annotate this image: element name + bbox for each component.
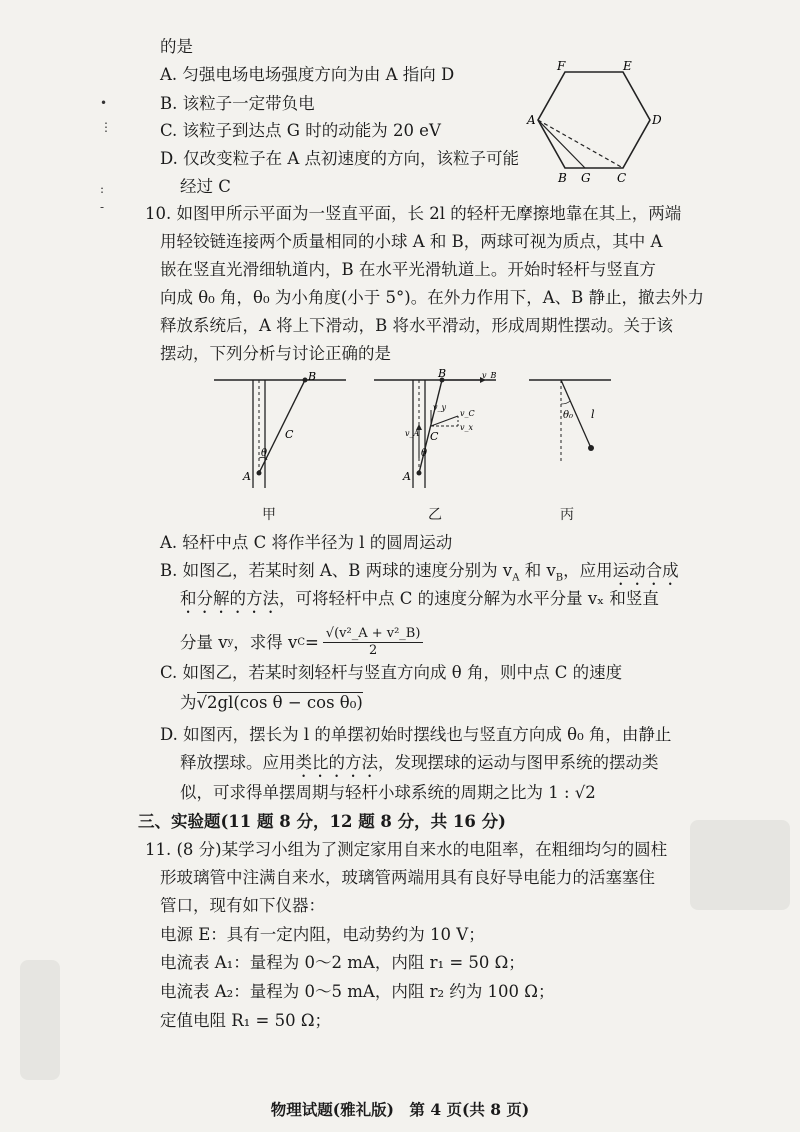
q10-option-c-line2 [180, 692, 363, 714]
q9-option-d-cont: 经过 C [180, 177, 231, 196]
label-va: v_A [405, 429, 420, 438]
emphasis-text: 运动合成 [612, 561, 679, 580]
label-f: F [557, 59, 566, 73]
label-a: A [527, 113, 536, 127]
sub-a: A [512, 572, 520, 584]
label-c: C [430, 430, 439, 443]
emphasis-text: 类比的方法 [295, 753, 378, 772]
q11-item-2: 电流表 A₁：量程为 0～2 mA，内阻 r₁ = 50 Ω； [160, 953, 525, 972]
angle-arc [561, 401, 570, 404]
q10-option-b-line2 [180, 588, 659, 617]
q11-stem-1: 11. (8 分)某学习小组为了测定家用自来水的电阻率，在粗细均匀的圆柱 [145, 840, 668, 859]
q10-stem-5: 释放系统后，A 将上下滑动，B 将水平滑动，形成周期性摆动。关于该 [160, 316, 674, 335]
opt-b-text: 分量 v [180, 632, 228, 652]
q10-option-d-line1: D. 如图丙，摆长为 l 的单摆初始时摆线也与竖直方向成 θ₀ 角，由静止 [160, 725, 672, 744]
q11-item-3: 电流表 A₂：量程为 0～5 mA，内阻 r₂ 约为 100 Ω； [160, 982, 555, 1001]
label-b: B [308, 370, 317, 383]
q11-stem-3: 管口，现有如下仪器： [160, 896, 325, 915]
caption-yi: 乙 [428, 507, 442, 523]
label-b: B [438, 368, 447, 380]
q11-stem-2: 形玻璃管中注满自来水，玻璃管两端用具有良好导电能力的活塞塞住 [160, 868, 655, 887]
caption-bing: 丙 [560, 507, 574, 523]
hexagon-figure [525, 58, 675, 183]
q11-item-4: 定值电阻 R₁ = 50 Ω； [160, 1011, 332, 1030]
margin-dash: - [100, 200, 105, 214]
margin-dots: ⋮ [100, 120, 112, 134]
ball-a [257, 471, 262, 476]
label-theta: θ [261, 448, 268, 459]
q10-option-d-line2 [180, 752, 659, 781]
page-footer: 物理试题(雅礼版) 第 4 页(共 8 页) [270, 1100, 530, 1119]
sub-b: B [555, 572, 564, 584]
label-a: A [403, 470, 411, 483]
label-g: G [581, 171, 591, 183]
label-vy: v_y [433, 403, 447, 412]
label-d: D [652, 113, 662, 127]
q10-stem-2: 用轻铰链连接两个质量相同的小球 A 和 B，两球可视为质点，其中 A [160, 232, 663, 251]
sub-c: C [297, 636, 305, 648]
velocity-vc-arrow [431, 416, 458, 426]
q10-stem-4: 向成 θ₀ 角，θ₀ 为小角度(小于 5°)。在外力作用下，A、B 静止，撤去外力 [160, 288, 704, 307]
figure-yi [370, 368, 500, 503]
figure-jia [210, 368, 350, 503]
label-b: B [558, 171, 567, 183]
q10-stem-3: 嵌在竖直光滑细轨道内，B 在水平光滑轨道上。开始时轻杆与竖直方 [160, 260, 656, 279]
margin-dot: • [100, 96, 108, 110]
scan-smudge [20, 960, 60, 1080]
opt-b-text: B. 如图乙，若某时刻 A、B 两球的速度分别为 v [160, 561, 513, 580]
opt-d-text: 释放摆球。应用 [180, 753, 296, 772]
label-a: A [243, 470, 251, 483]
label-theta0: θ₀ [563, 410, 574, 421]
opt-b-text: ，求得 v [233, 632, 298, 652]
margin-dot: : [100, 182, 105, 196]
q9-option-b: B. 该粒子一定带负电 [160, 94, 315, 113]
q10-option-a: A. 轻杆中点 C 将作半径为 l 的圆周运动 [160, 533, 453, 552]
section-heading: 三、实验题(11 题 8 分，12 题 8 分，共 16 分) [138, 812, 506, 831]
opt-c-text: 为 [180, 693, 197, 712]
label-c: C [617, 171, 627, 183]
opt-b-text: ，应用 [563, 561, 613, 580]
q9-option-a: A. 匀强电场电场强度方向为由 A 指向 D [160, 65, 455, 84]
hexagon-outline [538, 72, 650, 168]
q9-option-d: D. 仅改变粒子在 A 点初速度的方向，该粒子可能 [160, 149, 520, 168]
ball-b [303, 378, 308, 383]
fraction-numerator: √(v²_A + v²_B) [323, 626, 424, 643]
opt-d-text: ，发现摆球的运动与图甲系统的摆动类 [378, 753, 659, 772]
q11-item-1: 电源 E：具有一定内阻，电动势约为 10 V； [160, 925, 485, 944]
label-c: C [285, 428, 294, 441]
figure-bing [525, 368, 615, 503]
rod-ab [259, 380, 305, 473]
q9-option-c: C. 该粒子到达点 G 时的动能为 20 eV [160, 121, 441, 140]
q10-option-b-line1 [160, 560, 679, 589]
label-vb: v_B [482, 371, 497, 380]
equals-sign: = [304, 632, 319, 652]
scan-smudge [690, 820, 790, 910]
q10-option-c-line1: C. 如图乙，若某时刻轻杆与竖直方向成 θ 角，则中点 C 的速度 [160, 663, 623, 682]
caption-jia: 甲 [262, 507, 276, 523]
fraction-denominator: 2 [368, 643, 378, 658]
q10-stem-1: 10. 如图甲所示平面为一竖直平面，长 2l 的轻杆无摩擦地靠在其上，两端 [145, 204, 682, 223]
q10-option-b-line3 [180, 626, 423, 659]
ball-a [417, 471, 422, 476]
sqrt-expression: √2gl(cos θ − cos θ₀) [196, 693, 363, 712]
opt-b-text: 和 v [519, 561, 556, 580]
label-theta: θ [421, 448, 428, 459]
q10-option-d-line3: 似，可求得单摆周期与轻杆小球系统的周期之比为 1 : √2 [180, 783, 596, 802]
opt-b-text: ，可将轻杆中点 C 的速度分解为水平分量 vₓ 和竖直 [279, 589, 659, 608]
pendulum-bob [588, 445, 594, 451]
label-vx: v_x [460, 423, 474, 432]
q10-stem-6: 摆动，下列分析与讨论正确的是 [160, 344, 391, 363]
label-vc: v_C [460, 409, 475, 418]
label-l: l [591, 408, 595, 421]
q9-tail: 的是 [160, 37, 193, 56]
fraction [323, 626, 424, 659]
sub-y: y [227, 636, 234, 648]
label-e: E [623, 59, 632, 73]
emphasis-text: 和分解的方法 [180, 589, 279, 608]
